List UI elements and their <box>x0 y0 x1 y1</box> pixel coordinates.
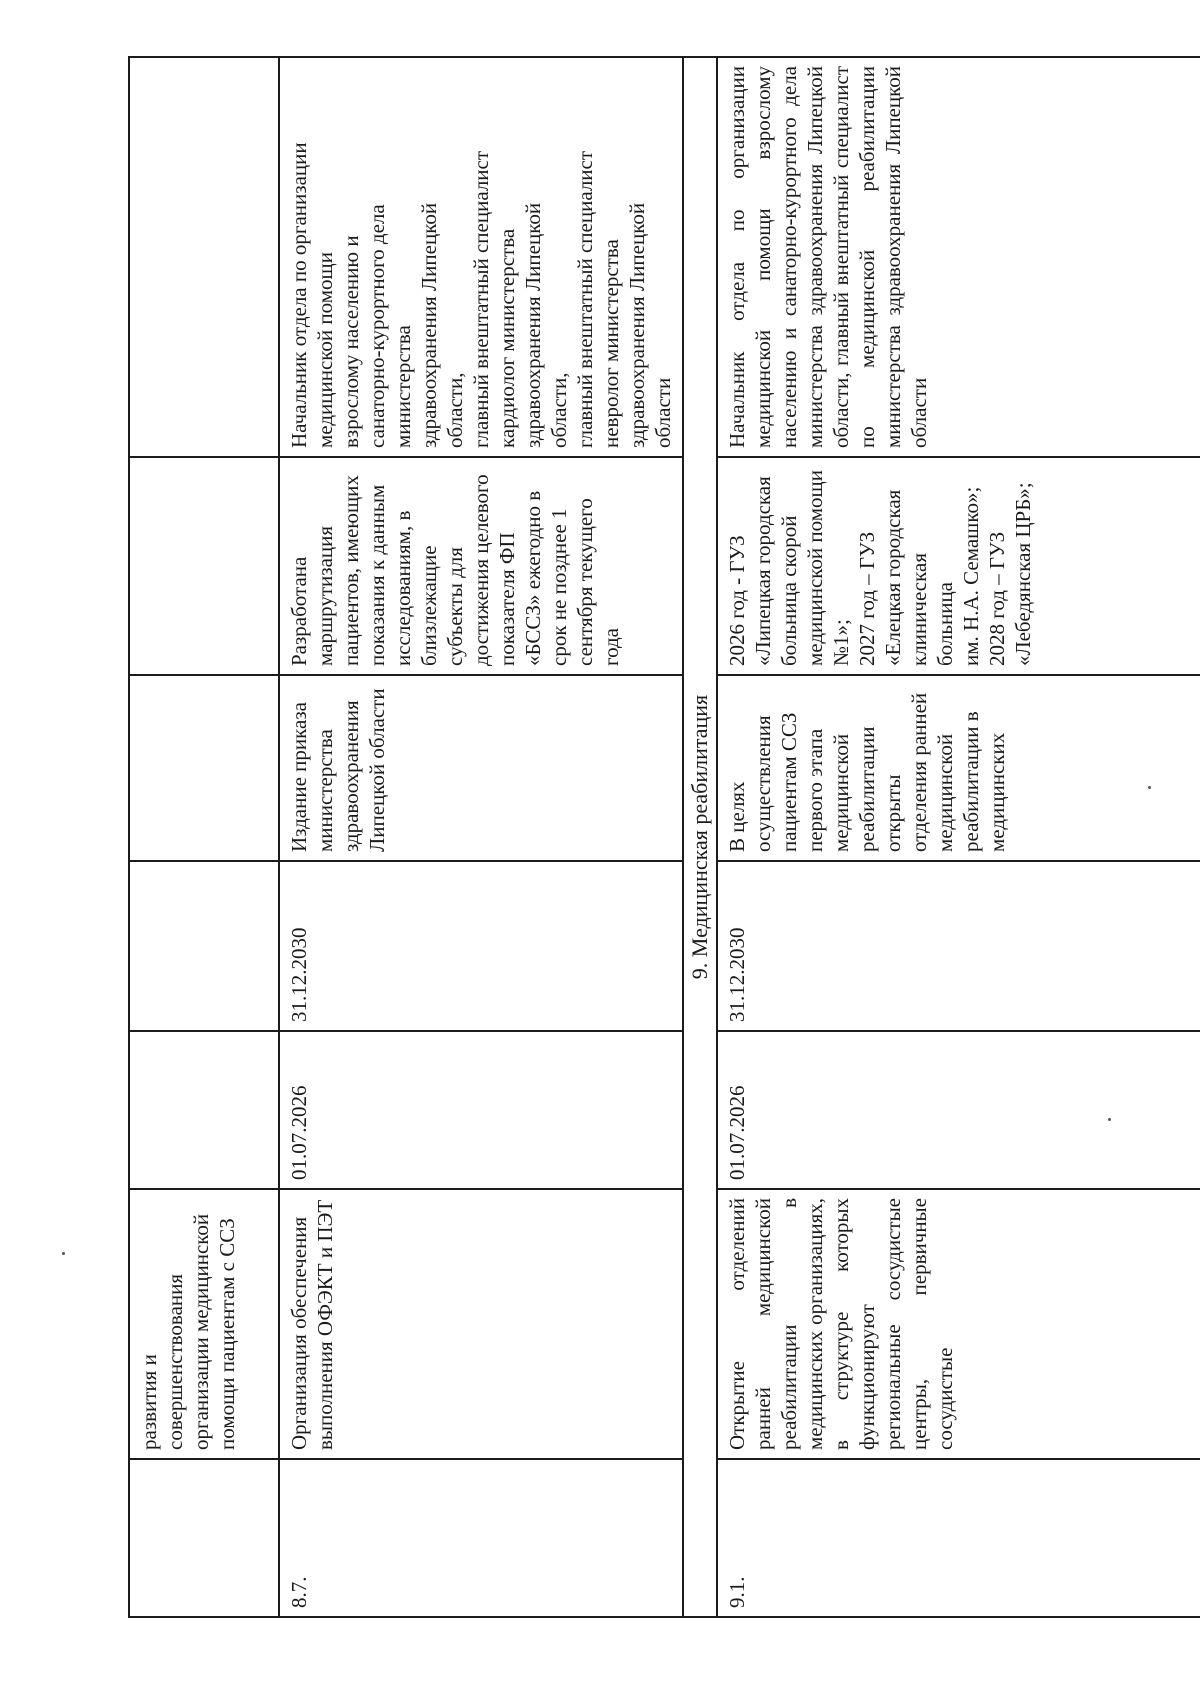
cell-document: Издание приказа министерства здравоохранения Липецкой области <box>279 675 683 861</box>
responsible-line: главный внештатный специалист <box>573 150 598 448</box>
result-line: «Лебедянская ЦРБ»; <box>1011 482 1036 666</box>
section-title: 9. Медицинская реабилитация <box>683 57 716 1617</box>
result-line: клиническая больница <box>906 553 957 666</box>
table-row-continuation <box>129 57 279 1617</box>
cell-start-date: 01.07.2026 <box>279 1031 683 1189</box>
cell-result <box>129 457 279 675</box>
result-line: медицинской помощи <box>802 470 827 666</box>
cell-document: В целях осуществления пациентам ССЗ первого этапа медицинской реабилитации открыты отделения ранней медицинской реабилитации в медицинских <box>717 675 1200 861</box>
result-line: №1»; <box>828 619 853 666</box>
scan-speck <box>1108 1118 1111 1121</box>
result-line: им. Н.А. Семашко»; <box>959 486 984 666</box>
cell-start-date <box>129 1031 279 1189</box>
responsible-line: здравоохранения Липецкой <box>417 202 442 448</box>
responsible-line: области, <box>443 372 468 448</box>
cell-result <box>717 457 1200 675</box>
table-row <box>717 57 1200 1617</box>
result-line: 2027 год – ГУЗ <box>854 531 879 666</box>
cell-number: 9.1. <box>717 1459 1200 1617</box>
scan-speck <box>62 1252 65 1255</box>
cell-result: Разработана маршрутизация пациентов, имеющих показания к данным исследованиям, в близлежащие субъекты для достижения целевого показателя ФП «БССЗ» ежегодно в срок не позднее 1 сентября текущего года <box>279 457 683 675</box>
responsible-line: санаторно-курортного дела <box>365 204 390 448</box>
cell-responsible <box>279 57 683 457</box>
responsible-line: здравоохранения Липецкой <box>521 202 546 448</box>
table-row <box>279 57 683 1617</box>
result-line: 2028 год – ГУЗ <box>985 531 1010 666</box>
cell-end-date: 31.12.2030 <box>717 861 1200 1031</box>
section-header-row <box>683 57 716 1617</box>
responsible-line: кардиолог министерства <box>495 228 520 448</box>
result-line: «Липецкая городская <box>750 476 775 666</box>
result-line: 2026 год - ГУЗ <box>724 535 749 666</box>
cell-responsible <box>129 57 279 457</box>
responsible-line: министерства <box>391 325 416 448</box>
scan-speck <box>1148 786 1151 789</box>
cell-document <box>129 675 279 861</box>
responsible-line: Начальник отдела по организации медицинской помощи <box>287 142 338 448</box>
result-line: «Елецкая городская <box>880 489 905 666</box>
cell-end-date <box>129 861 279 1031</box>
responsible-line: невролог министерства <box>599 239 624 448</box>
cell-number: 8.7. <box>279 1459 683 1617</box>
cell-measure-name: развития и совершенствования организации медицинской помощи пациентам с ССЗ <box>129 1189 279 1459</box>
responsible-line: области, <box>547 372 572 448</box>
responsible-line: области <box>651 377 676 448</box>
rotated-page <box>128 58 1188 1618</box>
measures-table <box>128 56 1200 1618</box>
result-line: больница скорой <box>776 515 801 666</box>
cell-measure-name: Открытие отделений ранней медицинской реабилитации в медицинских организациях, в структуре которых функционируют региональные сосудистые центры, первичные сосудистые <box>717 1189 1200 1459</box>
responsible-line: главный внештатный специалист <box>469 150 494 448</box>
cell-measure-name: Организация обеспечения выполнения ОФЭКТ и ПЭТ <box>279 1189 683 1459</box>
cell-start-date: 01.07.2026 <box>717 1031 1200 1189</box>
cell-number <box>129 1459 279 1617</box>
responsible-line: взрослому населению и <box>339 235 364 448</box>
cell-end-date: 31.12.2030 <box>279 861 683 1031</box>
responsible-line: здравоохранения Липецкой <box>625 202 650 448</box>
cell-responsible: Начальник отдела по организации медицинской помощи взрослому населению и санаторно-курортного дела министерства здравоохранения Липецкой области, главный внештатный специалист по медицинской реабилитации министерства здравоохранения Липецкой области <box>717 57 1200 457</box>
